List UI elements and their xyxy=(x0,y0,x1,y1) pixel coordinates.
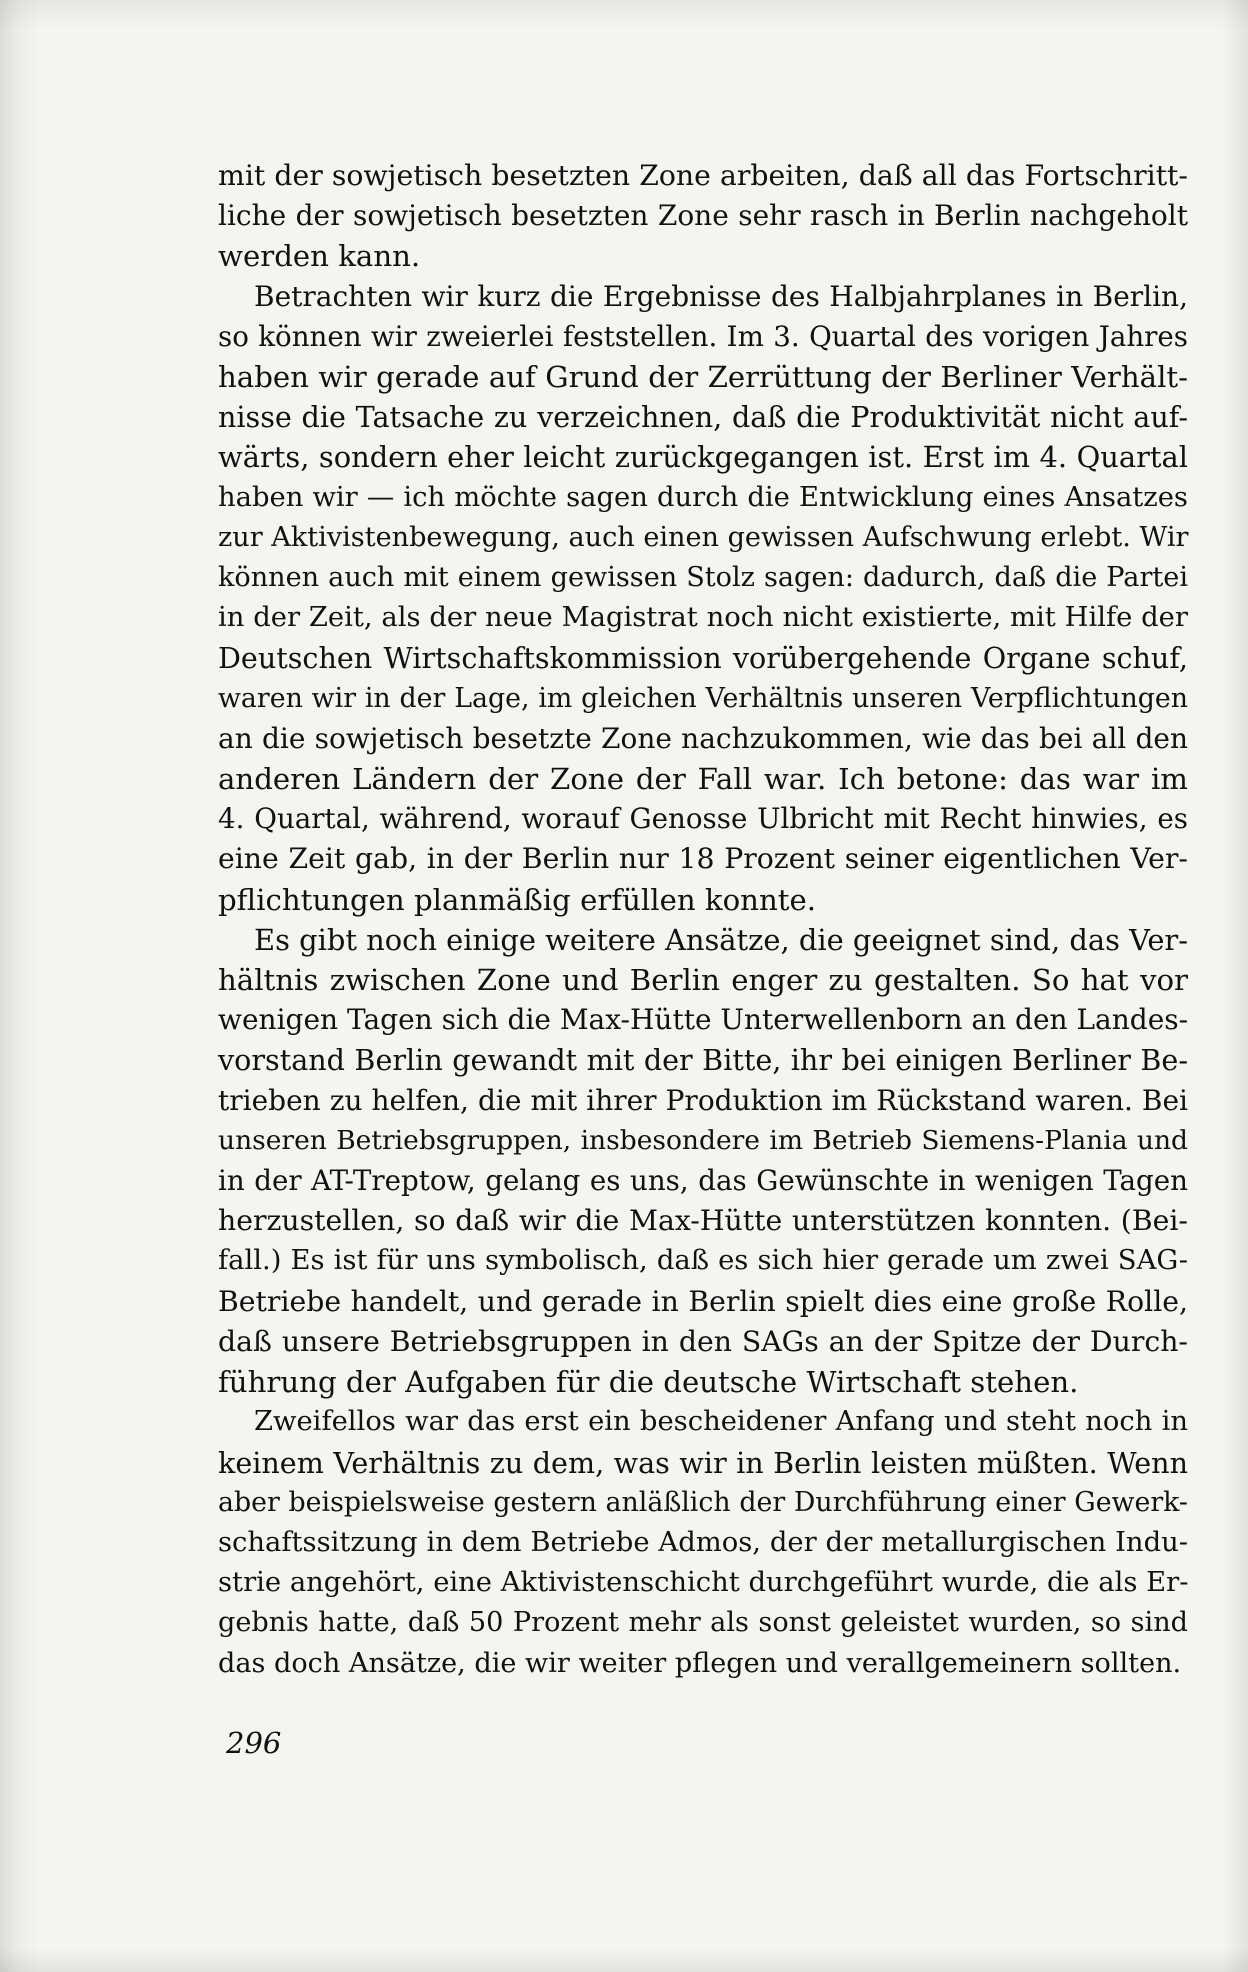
text-line: unseren Betriebsgruppen, insbesondere im Betrieb Siemens-Plania und xyxy=(218,1124,1188,1156)
text-line: nisse die Tatsache zu verzeichnen, daß die Produktivität nicht auf- xyxy=(218,400,1188,435)
text-line: werden kann. xyxy=(218,239,421,274)
paragraph xyxy=(218,156,1188,277)
text-line: in der AT-Treptow, gelang es uns, das Gewünschte in wenigen Tagen xyxy=(218,1164,1188,1198)
text-line: eine Zeit gab, in der Berlin nur 18 Prozent seiner eigentlichen Ver- xyxy=(218,842,1188,876)
body-text xyxy=(218,156,1188,1684)
text-line: haben wir — ich möchte sagen durch die Entwicklung eines Ansatzes xyxy=(218,481,1188,513)
text-line: anderen Ländern der Zone der Fall war. Ich betone: das war im xyxy=(218,762,1188,797)
text-line: strie angehört, eine Aktivistenschicht durchgeführt wurde, die als Er- xyxy=(218,1567,1189,1599)
text-line: haben wir gerade auf Grund der Zerrüttung der Berliner Verhält- xyxy=(218,360,1188,395)
text-line: schaftssitzung in dem Betriebe Admos, der der metallurgischen Indu- xyxy=(218,1526,1188,1558)
text-line: aber beispielsweise gestern anläßlich der Durchführung einer Gewerk- xyxy=(218,1486,1188,1518)
text-line: wenigen Tagen sich die Max-Hütte Unterwellenborn an den Landes- xyxy=(218,1003,1189,1037)
text-line: trieben zu helfen, die mit ihrer Produktion im Rückstand waren. Bei xyxy=(218,1083,1188,1117)
paragraph xyxy=(218,920,1188,1402)
text-line: in der Zeit, als der neue Magistrat noch nicht existierte, mit Hilfe der xyxy=(218,602,1188,634)
text-line: an die sowjetisch besetzte Zone nachzukommen, wie das bei all den xyxy=(218,721,1188,755)
text-line: liche der sowjetisch besetzten Zone sehr rasch in Berlin nachgeholt xyxy=(218,199,1188,233)
text-line: Betrachten wir kurz die Ergebnisse des Halbjahrplanes in Berlin, xyxy=(254,279,1188,313)
text-line: gebnis hatte, daß 50 Prozent mehr als sonst geleistet wurden, so sind xyxy=(218,1607,1188,1639)
text-line: Betriebe handelt, und gerade in Berlin spielt dies eine große Rolle, xyxy=(218,1284,1188,1318)
text-line: vorstand Berlin gewandt mit der Bitte, ihr bei einigen Berliner Be- xyxy=(218,1043,1188,1078)
text-line: herzustellen, so daß wir die Max-Hütte unterstützen konnten. (Bei- xyxy=(218,1204,1188,1238)
text-line: keinem Verhältnis zu dem, was wir in Berlin leisten müßten. Wenn xyxy=(218,1445,1188,1480)
paragraph xyxy=(218,1402,1188,1683)
text-line: so können wir zweierlei feststellen. Im 3. Quartal des vorigen Jahres xyxy=(218,319,1188,353)
text-line: Deutschen Wirtschaftskommission vorübergehende Organe schuf, xyxy=(218,641,1188,676)
text-line: das doch Ansätze, die wir weiter pflegen und verallgemeinern sollten. xyxy=(218,1647,1182,1679)
page-number: 296 xyxy=(226,1726,282,1760)
text-line: daß unsere Betriebsgruppen in den SAGs an der Spitze der Durch- xyxy=(218,1324,1188,1358)
paragraph xyxy=(218,277,1188,920)
text-line: Es gibt noch einige weitere Ansätze, die geeignet sind, das Ver- xyxy=(254,922,1188,957)
text-line: können auch mit einem gewissen Stolz sagen: dadurch, daß die Partei xyxy=(218,562,1188,594)
text-line: führung der Aufgaben für die deutsche Wirtschaft stehen. xyxy=(218,1365,1079,1400)
text-line: hältnis zwischen Zone und Berlin enger zu gestalten. So hat vor xyxy=(218,963,1188,998)
text-line: 4. Quartal, während, worauf Genosse Ulbricht mit Recht hinwies, es xyxy=(218,802,1188,836)
text-line: Zweifellos war das erst ein bescheidener Anfang und steht noch in xyxy=(254,1406,1188,1438)
text-line: zur Aktivistenbewegung, auch einen gewissen Aufschwung erlebt. Wir xyxy=(218,521,1189,553)
text-line: pflichtungen planmäßig erfüllen konnte. xyxy=(218,882,817,917)
text-line: wärts, sondern eher leicht zurückgegangen ist. Erst im 4. Quartal xyxy=(218,440,1188,475)
text-line: mit der sowjetisch besetzten Zone arbeiten, daß all das Fortschritt- xyxy=(218,159,1188,192)
text-line: fall.) Es ist für uns symbolisch, daß es sich hier gerade um zwei SAG- xyxy=(218,1245,1188,1277)
text-line: waren wir in der Lage, im gleichen Verhältnis unseren Verpflichtungen xyxy=(218,682,1188,714)
